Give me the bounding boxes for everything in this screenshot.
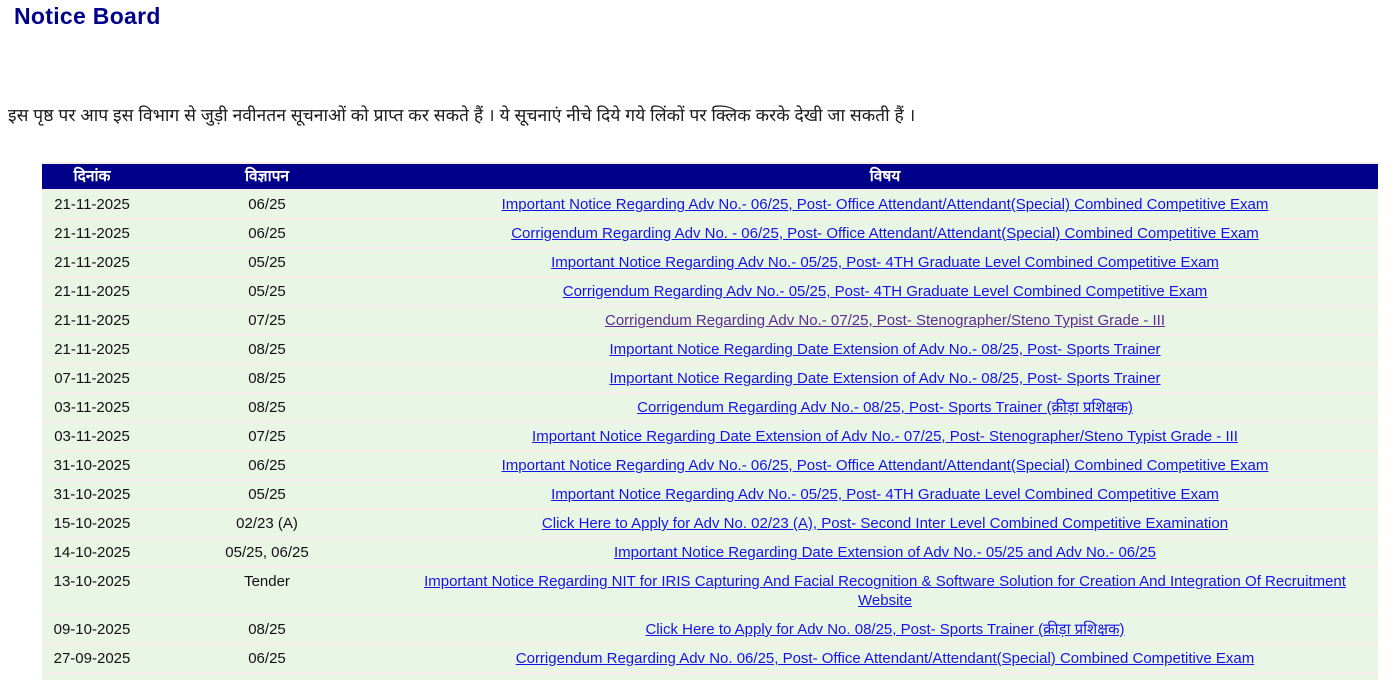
column-header-date: दिनांक (42, 164, 142, 189)
notice-table-body (42, 191, 1378, 680)
notice-adv-number: 05/25 (142, 278, 392, 305)
notice-date: 21-11-2025 (42, 191, 142, 218)
notice-date: 14-10-2025 (42, 539, 142, 566)
notice-date: 21-11-2025 (42, 336, 142, 363)
notice-link[interactable]: Important Notice Regarding Adv No.- 06/25, Post- Office Attendant/Attendant(Special) Combined Competitive Exam (501, 457, 1269, 474)
column-header-subject: विषय (392, 164, 1378, 189)
notice-date: 21-11-2025 (42, 278, 142, 305)
notice-date: 21-11-2025 (42, 307, 142, 334)
table-row (42, 510, 1378, 537)
notice-link[interactable]: Important Notice Regarding Date Extension of Adv No.- 07/25, Post- Stenographer/Steno Typist Grade - III (532, 428, 1238, 445)
table-row (42, 307, 1378, 334)
notice-date: 31-10-2025 (42, 481, 142, 508)
table-row (42, 249, 1378, 276)
notice-adv-number: Tender (142, 568, 392, 614)
table-row (42, 481, 1378, 508)
notice-link[interactable]: Important Notice Regarding NIT for IRIS Capturing And Facial Recognition & Software Solution for Creation And Integration Of Recruitment Website (424, 573, 1346, 609)
table-row (42, 191, 1378, 218)
table-row (42, 616, 1378, 643)
notice-date: 07-11-2025 (42, 365, 142, 392)
notice-adv-number: 06/25 (142, 191, 392, 218)
page-title: Notice Board (14, 3, 161, 29)
notice-adv-number: 05/25, 06/25 (142, 539, 392, 566)
notice-adv-number: 08/25 (142, 365, 392, 392)
notice-adv-number: 07/25 (142, 423, 392, 450)
table-row (42, 568, 1378, 614)
notice-link[interactable]: Corrigendum Regarding Adv No. 06/25, Post- Office Attendant/Attendant(Special) Combined Competitive Exam (515, 650, 1255, 667)
notice-adv-number: 08/25 (142, 336, 392, 363)
table-row (42, 645, 1378, 672)
notice-link[interactable]: Important Notice Regarding Adv No.- 05/25, Post- 4TH Graduate Level Combined Competitive Exam (551, 486, 1219, 503)
notice-date: 27-09-2025 (42, 645, 142, 672)
notice-date: 21-11-2025 (42, 220, 142, 247)
notice-link[interactable]: Important Notice Regarding Date Extension of Adv No.- 05/25 and Adv No.- 06/25 (614, 544, 1156, 561)
notice-date: 31-10-2025 (42, 452, 142, 479)
notice-link[interactable]: Click Here to Apply for Adv No. 08/25, Post- Sports Trainer (क्रीड़ा प्रशिक्षक) (645, 621, 1125, 638)
notice-link[interactable]: Important Notice Regarding Date Extension of Adv No.- 08/25, Post- Sports Trainer (609, 341, 1161, 358)
notice-link[interactable]: Click Here to Apply for Adv No. 02/23 (A), Post- Second Inter Level Combined Competitive Examination (541, 515, 1229, 532)
notice-date: 21-11-2025 (42, 249, 142, 276)
table-row (42, 539, 1378, 566)
notice-date: 15-10-2025 (42, 510, 142, 537)
notice-adv-number: 07/25 (142, 307, 392, 334)
notice-adv-number: 02/23 (A) (142, 510, 392, 537)
column-header-advertisement: विज्ञापन (142, 164, 392, 189)
notice-date: 03-11-2025 (42, 394, 142, 421)
table-row-partial (42, 674, 1378, 680)
intro-text: इस पृष्ठ पर आप इस विभाग से जुड़ी नवीनतन सूचनाओं को प्राप्त कर सकते हैं । ये सूचनाएं नीचे दिये गये लिंकों पर क्लिक करके देखी जा सकती हैं । (8, 105, 916, 125)
notice-adv-number: 05/25 (142, 249, 392, 276)
notice-adv-number: 05/25 (142, 481, 392, 508)
notice-adv-number: 08/25 (142, 394, 392, 421)
notice-link[interactable]: Important Notice Regarding Adv No.- 06/25, Post- Office Attendant/Attendant(Special) Combined Competitive Exam (501, 196, 1269, 213)
notice-link[interactable]: Corrigendum Regarding Adv No.- 08/25, Post- Sports Trainer (क्रीड़ा प्रशिक्षक) (637, 399, 1133, 416)
table-row (42, 336, 1378, 363)
table-row (42, 423, 1378, 450)
table-row (42, 220, 1378, 247)
table-row (42, 278, 1378, 305)
table-header-row (42, 164, 1378, 189)
table-row (42, 365, 1378, 392)
notice-table (42, 162, 1378, 680)
notice-date: 09-10-2025 (42, 616, 142, 643)
table-row (42, 452, 1378, 479)
notice-adv-number: 06/25 (142, 645, 392, 672)
notice-adv-number: 06/25 (142, 452, 392, 479)
notice-link[interactable]: Important Notice Regarding Adv No.- 05/25, Post- 4TH Graduate Level Combined Competitive Exam (551, 254, 1219, 271)
notice-adv-number: 08/25 (142, 616, 392, 643)
table-row (42, 394, 1378, 421)
notice-link[interactable]: Corrigendum Regarding Adv No. - 06/25, Post- Office Attendant/Attendant(Special) Combined Competitive Exam (511, 225, 1259, 242)
notice-date: 13-10-2025 (42, 568, 142, 614)
notice-adv-number: 06/25 (142, 220, 392, 247)
notice-date: 03-11-2025 (42, 423, 142, 450)
notice-link[interactable]: Corrigendum Regarding Adv No.- 07/25, Post- Stenographer/Steno Typist Grade - III (604, 312, 1166, 329)
notice-link[interactable]: Important Notice Regarding Date Extension of Adv No.- 08/25, Post- Sports Trainer (609, 370, 1161, 387)
notice-link[interactable]: Corrigendum Regarding Adv No.- 05/25, Post- 4TH Graduate Level Combined Competitive Exam (562, 283, 1208, 300)
